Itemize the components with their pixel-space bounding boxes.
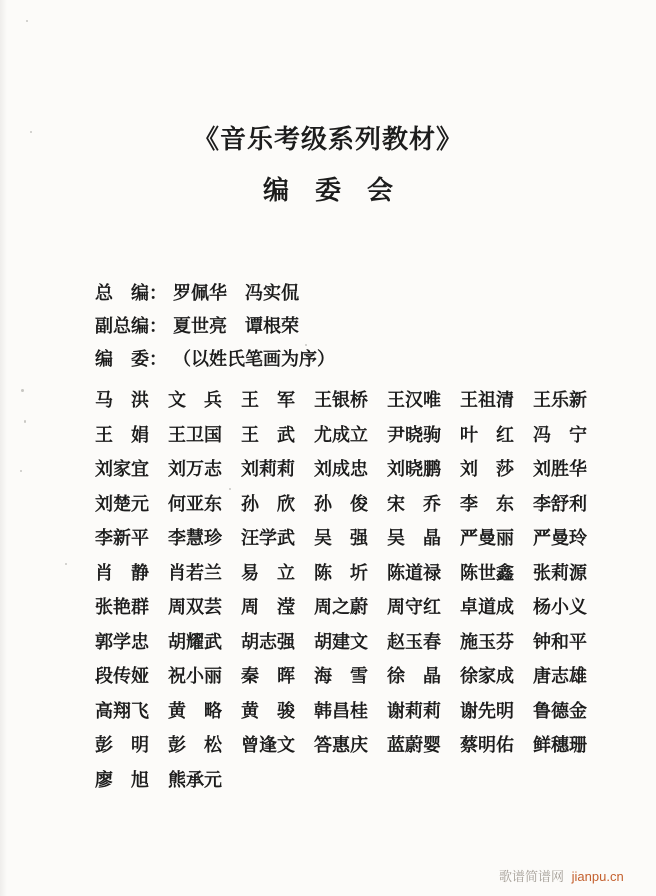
role-note: （以姓氏笔画为序） (173, 349, 335, 369)
member-name: 秦 晖 (241, 666, 295, 686)
member-name: 文 兵 (168, 390, 222, 410)
scan-speck (24, 420, 26, 423)
member-name: 段传娅 (95, 666, 149, 686)
member-name: 冯 宁 (533, 424, 587, 445)
member-name: 王 军 (241, 390, 295, 410)
member-name: 孙 俊 (314, 493, 368, 514)
member-name: 高翔飞 (95, 700, 149, 721)
member-name: 赵玉春 (387, 631, 441, 652)
role-label: 副总编： (95, 316, 167, 336)
member-name: 张莉源 (533, 562, 587, 583)
member-name: 王 娟 (95, 424, 149, 445)
member-name: 彭 明 (95, 735, 149, 755)
member-name: 祝小丽 (168, 666, 222, 686)
member-name: 蔡明佑 (460, 735, 514, 755)
member-name: 鲜穗珊 (533, 735, 587, 755)
scan-speck (30, 131, 32, 133)
member-name: 谢莉莉 (387, 700, 441, 721)
member-name: 李慧珍 (168, 528, 222, 548)
member-name: 尹晓驹 (387, 424, 441, 445)
member-name: 刘胜华 (533, 459, 587, 479)
scan-speck (26, 20, 28, 22)
scan-speck (21, 389, 24, 392)
member-name: 徐 晶 (387, 666, 441, 686)
member-name: 吴 晶 (387, 528, 441, 548)
role-line-deputy-chief-editor (95, 313, 335, 346)
member-name: 曾逢文 (241, 735, 295, 755)
member-name: 谢先明 (460, 700, 514, 721)
member-name: 王祖清 (460, 390, 514, 410)
member-name: 施玉芬 (460, 631, 514, 652)
member-name: 海 雪 (314, 666, 368, 686)
member-name: 宋 乔 (387, 493, 441, 514)
member-name: 徐家成 (460, 666, 514, 686)
member-name: 胡志强 (241, 631, 295, 652)
role-line-committee (95, 346, 335, 379)
member-name: 王卫国 (168, 424, 222, 445)
committee-members-grid (95, 383, 606, 797)
member-name: 王 武 (241, 424, 295, 445)
member-name: 周守红 (387, 597, 441, 617)
member-name: 鲁德金 (533, 700, 587, 721)
member-name: 马 洪 (95, 390, 149, 410)
scan-speck (20, 470, 22, 472)
member-name: 何亚东 (168, 493, 222, 514)
member-name: 陈道禄 (387, 562, 441, 583)
member-name: 韩昌桂 (314, 700, 368, 721)
member-name: 廖 旭 (95, 769, 149, 790)
scan-speck (305, 344, 307, 346)
member-name: 钟和平 (533, 631, 587, 652)
member-name: 吴 强 (314, 528, 368, 548)
member-name: 刘成忠 (314, 459, 368, 479)
member-name: 刘晓鹏 (387, 459, 441, 479)
member-name: 彭 松 (168, 735, 222, 755)
member-name: 王汉唯 (387, 390, 441, 410)
member-name: 卓道成 (460, 597, 514, 617)
member-name: 肖 静 (95, 562, 149, 583)
member-name: 汪学武 (241, 528, 295, 548)
member-name: 张艳群 (95, 597, 149, 617)
member-name: 肖若兰 (168, 562, 222, 583)
roles-block (95, 280, 335, 379)
member-name: 胡建文 (314, 631, 368, 652)
member-name: 答惠庆 (314, 735, 368, 755)
series-title: 《音乐考级系列教材》 (192, 125, 463, 154)
member-name: 尤成立 (314, 424, 368, 445)
member-name: 刘万志 (168, 459, 222, 479)
member-name: 蓝蔚婴 (387, 735, 441, 755)
role-label: 总 编： (95, 283, 167, 303)
member-name: 严曼玲 (533, 528, 587, 548)
member-name: 李新平 (95, 528, 149, 548)
role-label: 编 委： (95, 349, 167, 369)
member-name: 刘莉莉 (241, 459, 295, 479)
member-name: 周双芸 (168, 597, 222, 617)
member-name: 周 滢 (241, 597, 295, 617)
member-name: 刘 莎 (460, 459, 514, 479)
member-name: 王乐新 (533, 390, 587, 410)
scan-speck (229, 488, 231, 490)
member-name: 刘家宜 (95, 459, 149, 479)
member-name: 陈 圻 (314, 562, 368, 583)
member-name: 易 立 (241, 562, 295, 583)
member-name: 杨小义 (533, 597, 587, 617)
member-name: 胡耀武 (168, 631, 222, 652)
role-line-chief-editor (95, 280, 335, 313)
member-name: 刘楚元 (95, 493, 149, 514)
committee-title: 编 委 会 (262, 176, 393, 205)
member-name: 黄 骏 (241, 700, 295, 721)
watermark-site-name: 歌谱简谱网 (499, 869, 565, 884)
watermark-site-url: jianpu.cn (571, 869, 624, 884)
role-names: 夏世亮 谭根荣 (173, 316, 299, 336)
member-name: 王银桥 (314, 390, 368, 410)
member-name: 叶 红 (460, 424, 514, 445)
member-name: 李 东 (460, 493, 514, 514)
member-name: 黄 略 (168, 700, 222, 721)
member-name: 周之蔚 (314, 597, 368, 617)
watermark (499, 866, 624, 885)
member-name: 严曼丽 (460, 528, 514, 548)
member-name: 熊承元 (168, 769, 222, 790)
member-name: 郭学忠 (95, 631, 149, 652)
member-name: 孙 欣 (241, 493, 295, 514)
member-name: 唐志雄 (533, 666, 587, 686)
member-name: 陈世鑫 (460, 562, 514, 583)
scan-speck (65, 563, 67, 565)
role-names: 罗佩华 冯实侃 (173, 283, 299, 303)
member-name: 李舒利 (533, 493, 587, 514)
